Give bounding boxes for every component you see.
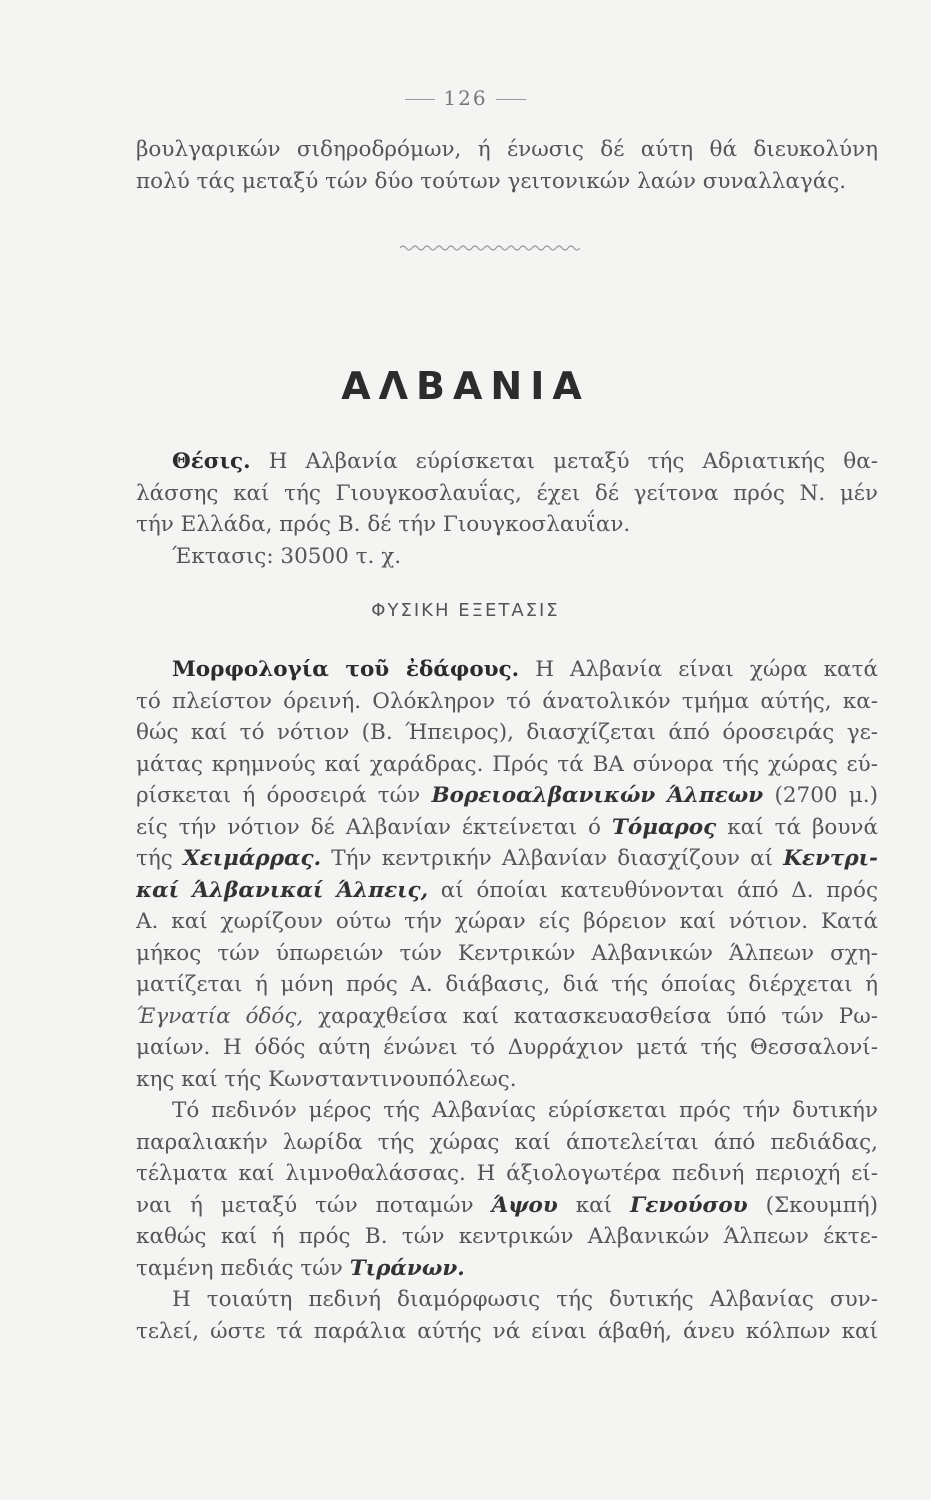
text-line: Α. καί χωρίζουν ούτω τήν χώραν είς βόρειον καί νότιον. Κατά [136, 909, 878, 934]
text-line [136, 654, 878, 686]
text-line [136, 1253, 878, 1285]
morphology-paragraph [136, 654, 878, 1347]
text-line: βουλγαρικών σιδηροδρόμων, ή ένωσις δέ αύτη θά διευκολύνη [136, 137, 878, 162]
text-span: καί τά βουνά [716, 814, 878, 840]
text-line [136, 1190, 878, 1222]
text-line: παραλιακήν λωρίδα τής χώρας καί άποτελείται άπό πεδιάδας, [136, 1129, 878, 1155]
text-line: Η τοιαύτη πεδινή διαμόρφωσις τής δυτικής Αλβανίας συν- [172, 1287, 878, 1312]
text-span: ταμένη πεδιάς τών [136, 1255, 350, 1281]
section-heading: ΦΥΣΙΚΗ ΕΞΕΤΑΣΙΣ [371, 600, 560, 621]
place-name: Βορειοαλβανικών Άλπεων [431, 783, 764, 808]
place-name: Χειμάρρας. [182, 846, 322, 871]
area-line: Έκτασις: 30500 τ. χ. [172, 543, 402, 569]
text-span: ρίσκεται ή όροσειρά τών [136, 783, 432, 808]
place-name: Τιράνων. [349, 1255, 465, 1281]
place-name: Τόμαρος [611, 814, 717, 840]
position-label: Θέσις. [172, 449, 251, 474]
wavy-divider [400, 244, 580, 252]
text-line: καθώς καί ή πρός Β. τών κεντρικών Αλβανικών Άλπεων έκτε- [136, 1224, 878, 1249]
text-span: Η Αλβανία εύρίσκεται μεταξύ τής Αδριατικής θα- [250, 449, 878, 474]
morphology-label: Μορφολογία τοῦ ἐδάφους. [172, 657, 520, 682]
text-span: Η Αλβανία είναι χώρα κατά [519, 657, 878, 682]
text-line [136, 780, 878, 812]
dash-right [496, 99, 526, 100]
text-line: τελεί, ώστε τά παράλια αύτής νά είναι άβαθή, άνευ κόλπων καί [136, 1318, 878, 1344]
text-line [136, 1001, 878, 1033]
position-paragraph [136, 446, 878, 572]
text-line: Τό πεδινόν μέρος τής Αλβανίας εύρίσκεται πρός τήν δυτικήν [172, 1098, 878, 1123]
text-span: (Σκουμπή) [747, 1192, 878, 1218]
text-line: τήν Ελλάδα, πρός Β. δέ τήν Γιουγκοσλαυΐαν. [136, 512, 631, 537]
road-name: Έγνατία όδός, [136, 1003, 304, 1029]
text-line: πολύ τάς μεταξύ τών δύο τούτων γειτονικών λαών συναλλαγάς. [136, 168, 847, 194]
text-span: καί [557, 1192, 631, 1218]
text-line: κης καί τής Κωνσταντινουπόλεως. [136, 1066, 517, 1092]
text-span: αί όποίαι κατευθύνονται άπό Δ. πρός [428, 877, 878, 903]
text-line: μαίων. Η όδός αύτη ένώνει τό Δυρράχιον μετά τής Θεσσαλονί- [136, 1035, 878, 1060]
text-span: χαραχθείσα καί κατασκευασθείσα ύπό τών Ρω- [303, 1003, 878, 1029]
text-span: ναι ή μεταξύ τών ποταμών [136, 1192, 492, 1218]
text-line: ματίζεται ή μόνη πρός Α. διάβασις, διά τής όποίας διέρχεται ή [136, 972, 878, 997]
text-span: τής [136, 846, 183, 871]
text-line: τό πλείστον όρεινή. Ολόκληρον τό άνατολικόν τμήμα αύτής, κα- [136, 688, 878, 714]
text-line [136, 875, 878, 907]
text-span: (2700 μ.) [763, 783, 878, 808]
text-line: μάτας κρημνούς καί χαράδρας. Πρός τά ΒΑ σύνορα τής χώρας εύ- [136, 751, 878, 777]
river-name: Άψου [491, 1192, 558, 1218]
text-span: είς τήν νότιον δέ Αλβανίαν έκτείνεται ό [136, 814, 612, 840]
text-line [136, 812, 878, 844]
page-number [0, 86, 931, 110]
intro-paragraph [136, 134, 878, 197]
text-line: τέλματα καί λιμνοθαλάσσας. Η άξιολογωτέρα πεδινή περιοχή εί- [136, 1161, 878, 1186]
text-span: Τήν κεντρικήν Αλβανίαν διασχίζουν αί [321, 846, 784, 871]
text-line: θώς καί τό νότιον (Β. Ήπειρος), διασχίζεται άπό όροσειράς γε- [136, 720, 878, 745]
chapter-title: ΑΛΒΑΝΙΑ [341, 364, 590, 408]
text-line: μήκος τών ύπωρειών τών Κεντρικών Αλβανικών Άλπεων σχη- [136, 940, 878, 966]
text-line [136, 843, 878, 875]
page-number-text: 126 [443, 86, 488, 110]
river-name: Γενούσου [630, 1192, 748, 1218]
text-line [136, 446, 878, 478]
place-name: Κεντρι- [783, 846, 878, 871]
place-name: καί Άλβανικαί Άλπεις, [136, 877, 429, 903]
text-line: λάσσης καί τής Γιουγκοσλαυΐας, έχει δέ γείτονα πρός Ν. μέν [136, 480, 878, 506]
dash-left [405, 99, 435, 100]
